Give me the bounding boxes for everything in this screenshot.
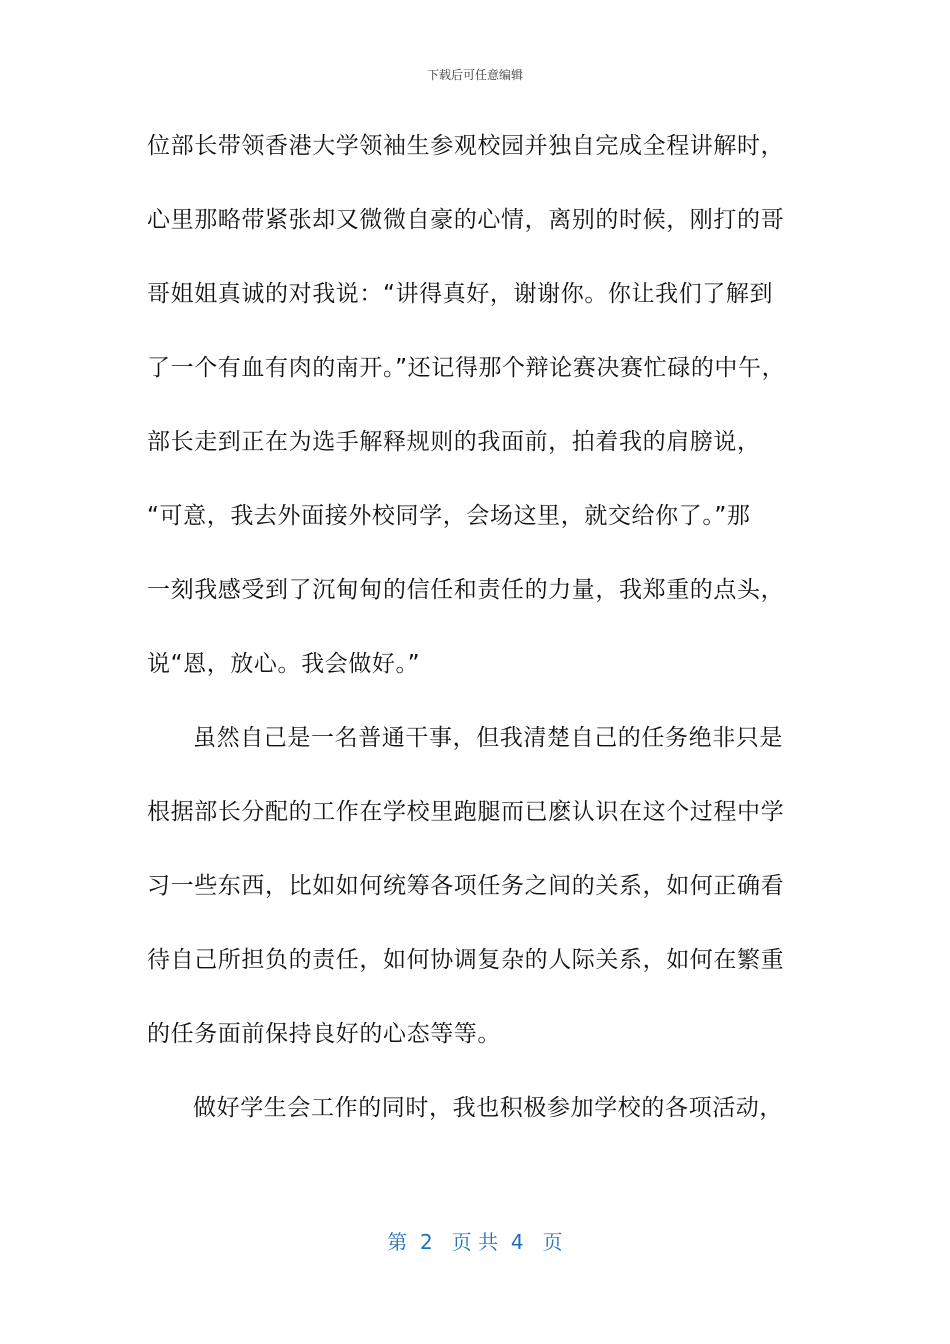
text-line: 一刻我感受到了沉甸甸的信任和责任的力量，我郑重的点头， — [147, 577, 785, 603]
paragraph-start-line: 虽然自己是一名普通干事，但我清楚自己的任务绝非只是 — [193, 725, 783, 751]
text-line: 习一些东西，比如如何统筹各项任务之间的关系，如何正确看 — [147, 873, 785, 899]
text-line: 说“恩，放心。我会做好。” — [147, 651, 421, 677]
paragraph-start-line: 做好学生会工作的同时，我也积极参加学校的各项活动， — [193, 1095, 783, 1121]
page-number-footer: 第 2 页 共 4 页 — [387, 1230, 563, 1254]
text-line: “可意，我去外面接外校同学，会场这里，就交给你了。”那 — [147, 503, 751, 529]
text-line: 哥姐姐真诚的对我说：“讲得真好，谢谢你。你让我们了解到 — [147, 281, 774, 307]
text-line: 待自己所担负的责任，如何协调复杂的人际关系，如何在繁重 — [147, 947, 785, 973]
document-body — [147, 118, 817, 1154]
text-line: 的任务面前保持良好的心态等等。 — [147, 1021, 501, 1047]
page-header-note: 下载后可任意编辑 — [426, 68, 523, 82]
text-line: 心里那略带紧张却又微微自豪的心情，离别的时候，刚打的哥 — [147, 207, 785, 233]
text-line: 根据部长分配的工作在学校里跑腿而已麽认识在这个过程中学 — [147, 799, 785, 825]
text-line: 了一个有血有肉的南开。”还记得那个辩论赛决赛忙碌的中午， — [147, 355, 786, 381]
text-line: 位部长带领香港大学领袖生参观校园并独自完成全程讲解时， — [147, 133, 785, 159]
text-line: 部长走到正在为选手解释规则的我面前，拍着我的肩膀说， — [147, 429, 761, 455]
